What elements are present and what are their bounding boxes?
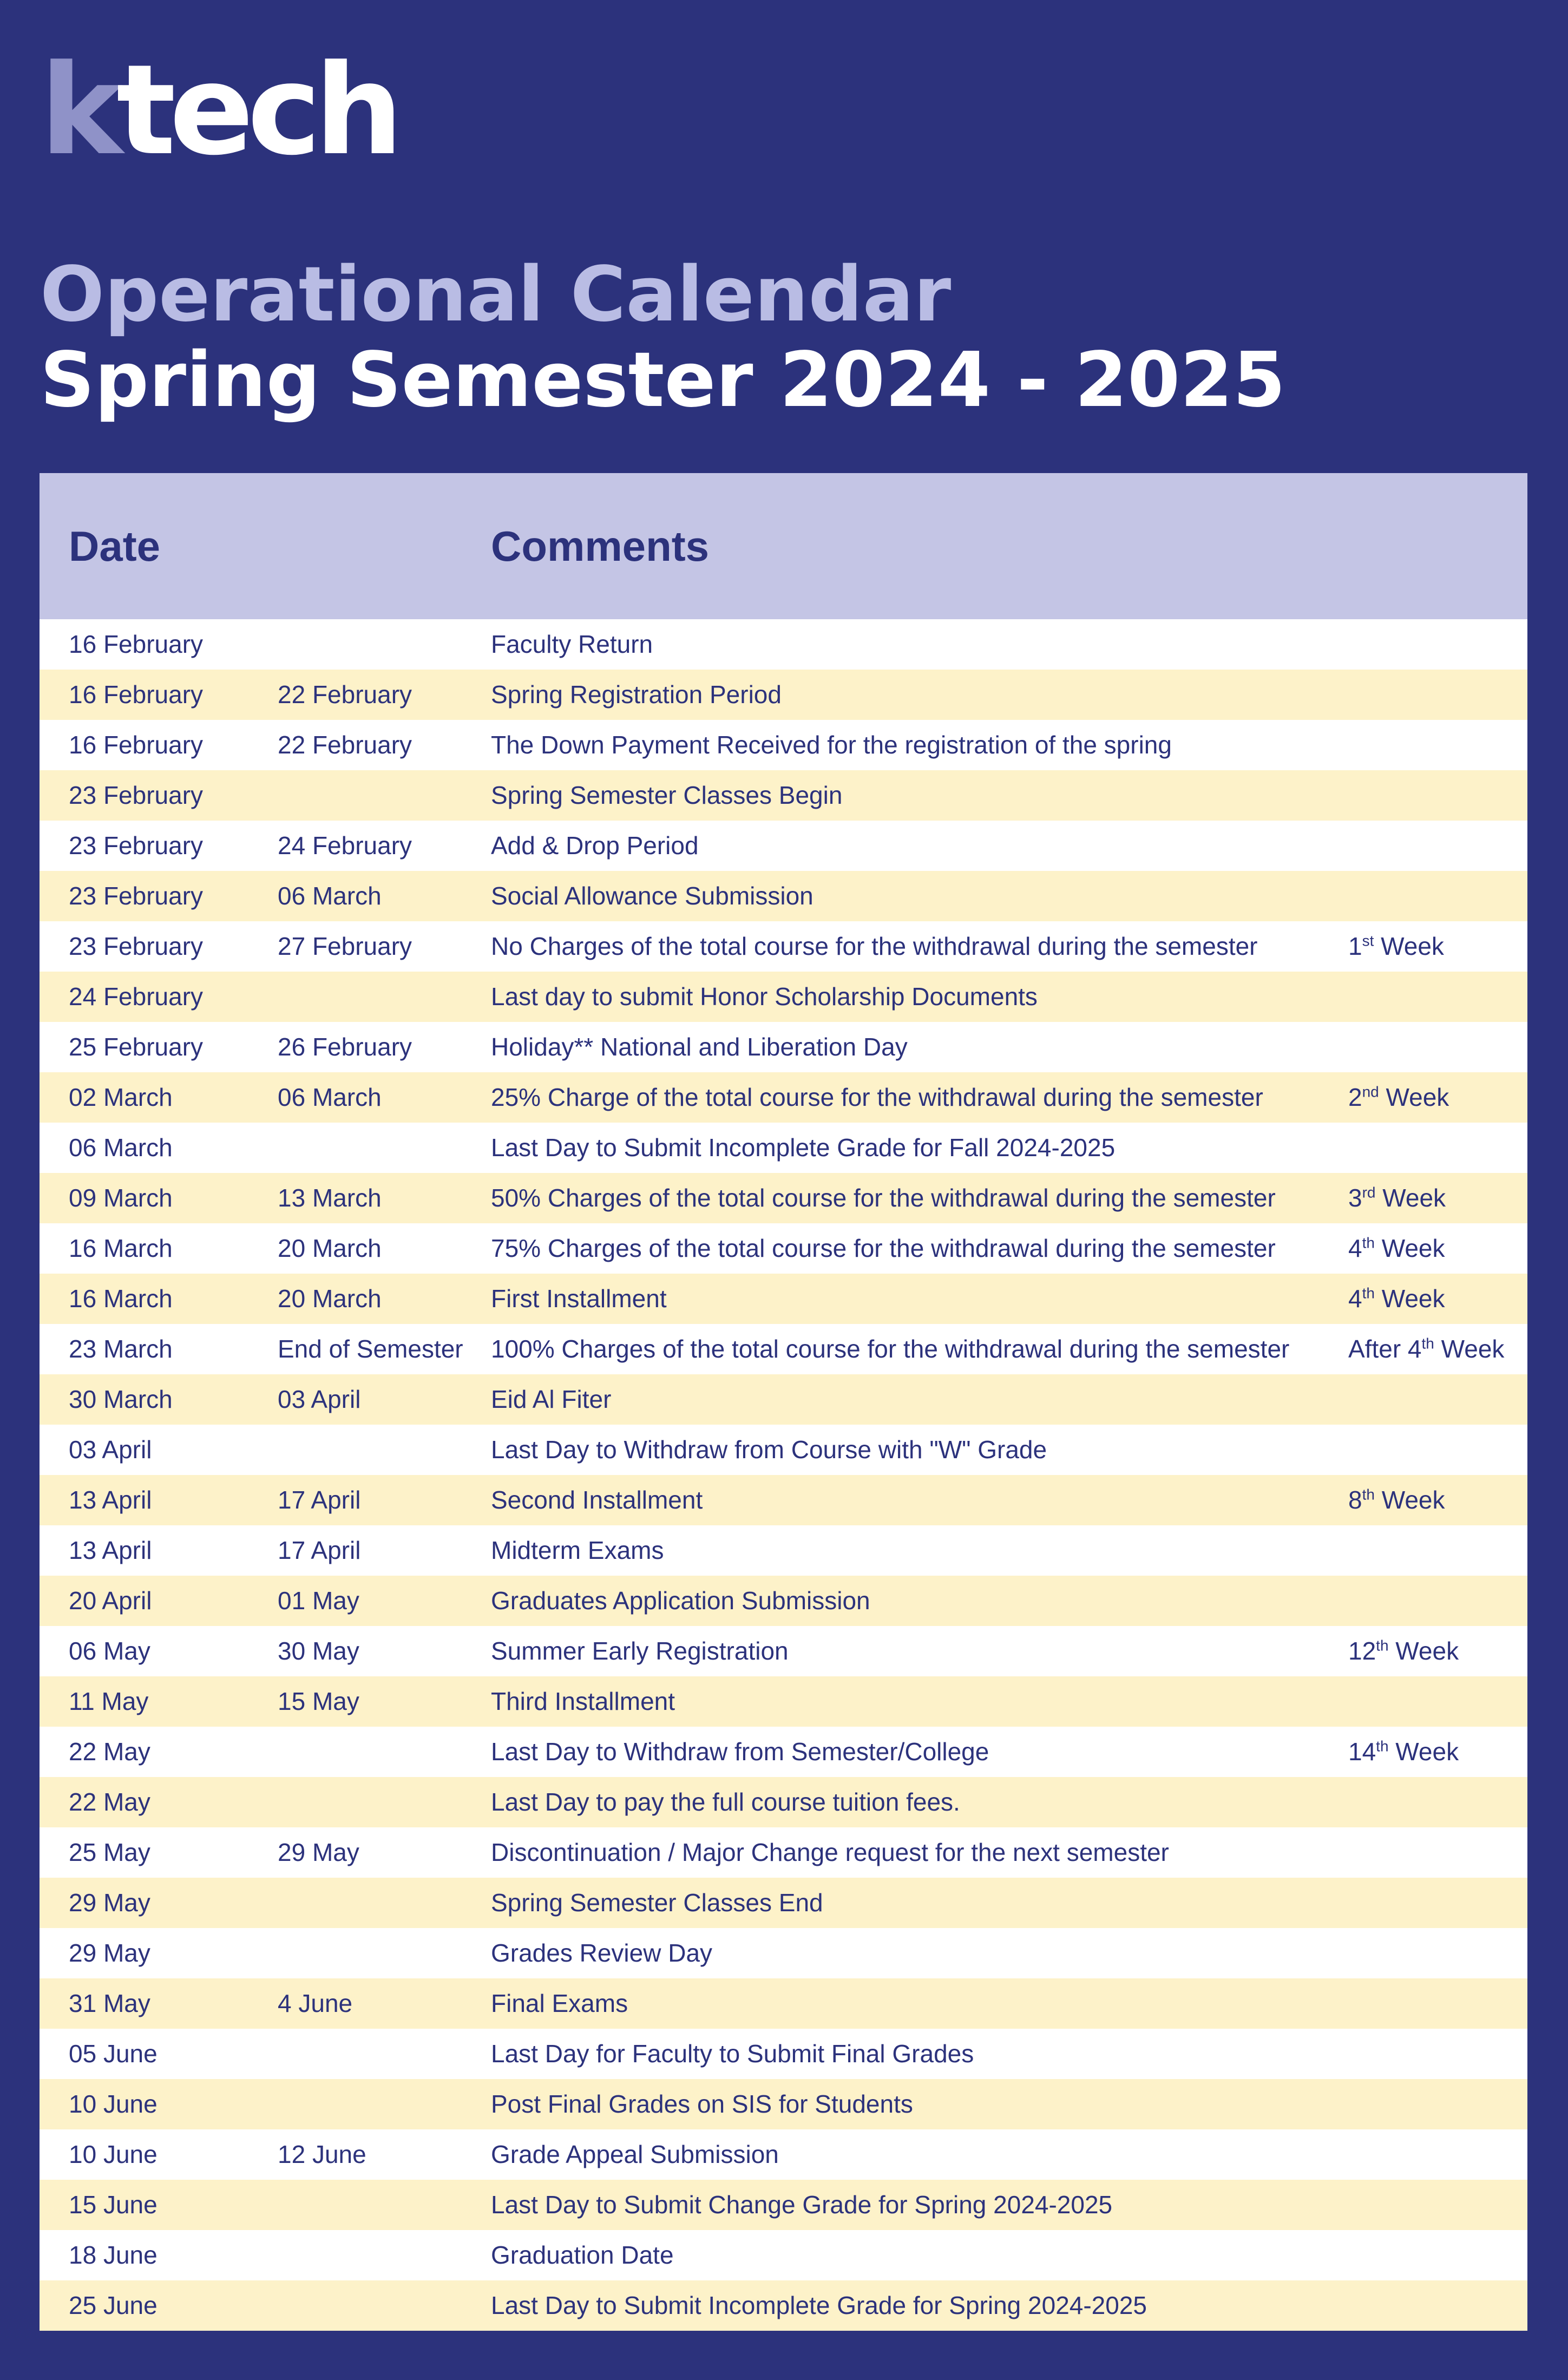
comment: Last Day to Submit Incomplete Grade for Fall 2024-2025 xyxy=(491,1133,1116,1162)
comment: Last Day to pay the full course tuition fees. xyxy=(491,1788,960,1816)
table-row xyxy=(40,1374,1527,1425)
table-row xyxy=(40,670,1527,720)
comment: 25% Charge of the total course for the withdrawal during the semester xyxy=(491,1083,1263,1111)
week-label xyxy=(1348,1626,1527,1676)
end-date xyxy=(278,2180,489,2230)
table-row xyxy=(40,1173,1527,1223)
week-label xyxy=(1348,2180,1527,2230)
week-ordinal: st xyxy=(1362,932,1374,949)
table-row xyxy=(40,1525,1527,1576)
table-row xyxy=(40,1978,1527,2029)
table-row xyxy=(40,1576,1527,1626)
end-date: 26 February xyxy=(278,1033,412,1061)
table-row xyxy=(40,1878,1527,1928)
end-date: 17 April xyxy=(278,1486,361,1514)
week-label xyxy=(1348,921,1527,972)
end-date xyxy=(278,2079,489,2129)
start-date: 22 May xyxy=(69,1788,150,1816)
week-label xyxy=(1348,1676,1527,1727)
end-date xyxy=(278,1727,489,1777)
week-suffix: Week xyxy=(1379,1083,1449,1111)
start-date: 03 April xyxy=(69,1435,152,1464)
week-number: 12 xyxy=(1348,1637,1376,1665)
table-row xyxy=(40,2280,1527,2331)
end-date: 06 March xyxy=(278,882,382,910)
week-label xyxy=(1348,1727,1527,1777)
week-number: After 4 xyxy=(1348,1335,1422,1363)
start-date: 23 February xyxy=(69,831,204,860)
comment: The Down Payment Received for the registration of the spring xyxy=(491,731,1172,759)
week-number: 2 xyxy=(1348,1083,1362,1111)
start-date: 30 March xyxy=(69,1385,173,1413)
table-row xyxy=(40,1777,1527,1827)
logo-tech: tech xyxy=(116,38,397,183)
end-date: 06 March xyxy=(278,1083,382,1111)
start-date: 11 May xyxy=(69,1687,149,1715)
week-label xyxy=(1348,1173,1527,1223)
comment: Grades Review Day xyxy=(491,1939,713,1967)
table-row xyxy=(40,1626,1527,1676)
start-date: 16 March xyxy=(69,1284,173,1313)
end-date: 17 April xyxy=(278,1536,361,1564)
table-row xyxy=(40,821,1527,871)
comment: 100% Charges of the total course for the withdrawal during the semester xyxy=(491,1335,1290,1363)
comment: Post Final Grades on SIS for Students xyxy=(491,2090,913,2118)
week-ordinal: th xyxy=(1362,1234,1375,1251)
end-date xyxy=(278,770,489,821)
table-row xyxy=(40,972,1527,1022)
week-label xyxy=(1348,1223,1527,1274)
start-date: 16 March xyxy=(69,1234,173,1262)
comment: 75% Charges of the total course for the withdrawal during the semester xyxy=(491,1234,1276,1262)
header-comments: Comments xyxy=(491,522,710,570)
table-row xyxy=(40,1274,1527,1324)
week-number: 4 xyxy=(1348,1234,1362,1262)
end-date: 27 February xyxy=(278,932,412,960)
week-label xyxy=(1348,2079,1527,2129)
week-number: 8 xyxy=(1348,1486,1362,1514)
start-date: 25 February xyxy=(69,1033,204,1061)
week-suffix: Week xyxy=(1374,1284,1445,1313)
end-date xyxy=(278,1928,489,1978)
comment: Holiday** National and Liberation Day xyxy=(491,1033,908,1061)
table-row xyxy=(40,2230,1527,2280)
table-row xyxy=(40,1928,1527,1978)
week-label xyxy=(1348,1475,1527,1525)
start-date: 05 June xyxy=(69,2040,158,2068)
comment: Last day to submit Honor Scholarship Documents xyxy=(491,982,1038,1011)
table-body xyxy=(40,619,1527,2331)
week-label xyxy=(1348,871,1527,921)
week-ordinal: th xyxy=(1421,1335,1434,1352)
start-date: 23 February xyxy=(69,781,204,809)
table-row xyxy=(40,871,1527,921)
header-date: Date xyxy=(69,522,161,570)
end-date xyxy=(278,1425,489,1475)
end-date: 03 April xyxy=(278,1385,361,1413)
table-row xyxy=(40,770,1527,821)
comment: Spring Semester Classes End xyxy=(491,1889,823,1917)
week-label xyxy=(1348,2129,1527,2180)
comment: Last Day for Faculty to Submit Final Grades xyxy=(491,2040,974,2068)
comment: Last Day to Submit Incomplete Grade for Spring 2024-2025 xyxy=(491,2291,1147,2319)
week-label xyxy=(1348,1425,1527,1475)
end-date xyxy=(278,1777,489,1827)
comment: First Installment xyxy=(491,1284,667,1313)
comment: Discontinuation / Major Change request for the next semester xyxy=(491,1838,1169,1866)
start-date: 10 June xyxy=(69,2090,158,2118)
week-number: 14 xyxy=(1348,1738,1376,1766)
week-label xyxy=(1348,821,1527,871)
end-date xyxy=(278,1878,489,1928)
start-date: 06 May xyxy=(69,1637,150,1665)
comment: Third Installment xyxy=(491,1687,675,1715)
table-row xyxy=(40,1072,1527,1123)
start-date: 13 April xyxy=(69,1486,152,1514)
calendar-table xyxy=(40,473,1527,2331)
comment: Faculty Return xyxy=(491,630,653,658)
start-date: 02 March xyxy=(69,1083,173,1111)
start-date: 25 June xyxy=(69,2291,158,2319)
end-date xyxy=(278,2029,489,2079)
week-suffix: Week xyxy=(1374,1486,1445,1514)
week-label xyxy=(1348,2029,1527,2079)
start-date: 16 February xyxy=(69,680,204,709)
start-date: 16 February xyxy=(69,630,204,658)
end-date: 15 May xyxy=(278,1687,359,1715)
comment: Last Day to Withdraw from Course with "W" Grade xyxy=(491,1435,1047,1464)
start-date: 18 June xyxy=(69,2241,158,2269)
end-date: 12 June xyxy=(278,2140,366,2168)
end-date xyxy=(278,1123,489,1173)
comment: Graduates Application Submission xyxy=(491,1586,870,1615)
week-label xyxy=(1348,1072,1527,1123)
week-label xyxy=(1348,720,1527,770)
table-row xyxy=(40,720,1527,770)
week-number: 3 xyxy=(1348,1184,1362,1212)
end-date: 22 February xyxy=(278,680,412,709)
end-date: 20 March xyxy=(278,1284,382,1313)
comment: No Charges of the total course for the withdrawal during the semester xyxy=(491,932,1258,960)
end-date: 22 February xyxy=(278,731,412,759)
week-suffix: Week xyxy=(1374,932,1444,960)
end-date: 13 March xyxy=(278,1184,382,1212)
week-ordinal: th xyxy=(1362,1284,1375,1302)
comment: Second Installment xyxy=(491,1486,703,1514)
comment: Graduation Date xyxy=(491,2241,674,2269)
start-date: 10 June xyxy=(69,2140,158,2168)
end-date: 01 May xyxy=(278,1586,359,1615)
week-ordinal: nd xyxy=(1362,1083,1379,1100)
end-date xyxy=(278,619,489,670)
end-date: 20 March xyxy=(278,1234,382,1262)
start-date: 09 March xyxy=(69,1184,173,1212)
comment: Midterm Exams xyxy=(491,1536,664,1564)
comment: Last Day to Withdraw from Semester/College xyxy=(491,1738,989,1766)
week-label xyxy=(1348,2280,1527,2331)
start-date: 23 February xyxy=(69,932,204,960)
table-header xyxy=(40,473,1527,619)
week-label xyxy=(1348,619,1527,670)
week-label xyxy=(1348,1978,1527,2029)
start-date: 23 February xyxy=(69,882,204,910)
week-suffix: Week xyxy=(1388,1637,1459,1665)
end-date: 24 February xyxy=(278,831,412,860)
table-row xyxy=(40,1475,1527,1525)
week-number: 4 xyxy=(1348,1284,1362,1313)
start-date: 31 May xyxy=(69,1989,150,2017)
start-date: 15 June xyxy=(69,2191,158,2219)
comment: 50% Charges of the total course for the withdrawal during the semester xyxy=(491,1184,1276,1212)
page-subtitle: Spring Semester 2024 - 2025 xyxy=(40,336,1286,424)
week-label xyxy=(1348,1374,1527,1425)
comment: Summer Early Registration xyxy=(491,1637,789,1665)
week-label xyxy=(1348,1878,1527,1928)
week-label xyxy=(1348,1274,1527,1324)
table-row xyxy=(40,2079,1527,2129)
week-ordinal: th xyxy=(1362,1486,1375,1503)
end-date: End of Semester xyxy=(278,1335,463,1363)
week-number: 1 xyxy=(1348,932,1362,960)
table-row xyxy=(40,1425,1527,1475)
week-suffix: Week xyxy=(1375,1184,1446,1212)
comment: Spring Registration Period xyxy=(491,680,782,709)
start-date: 13 April xyxy=(69,1536,152,1564)
end-date: 30 May xyxy=(278,1637,359,1665)
table-row xyxy=(40,2129,1527,2180)
table-row xyxy=(40,1827,1527,1878)
comment: Final Exams xyxy=(491,1989,628,2017)
table-row xyxy=(40,1324,1527,1374)
week-suffix: Week xyxy=(1434,1335,1505,1363)
start-date: 29 May xyxy=(69,1889,150,1917)
start-date: 16 February xyxy=(69,731,204,759)
end-date xyxy=(278,2280,489,2331)
week-label xyxy=(1348,1576,1527,1626)
week-label xyxy=(1348,1928,1527,1978)
week-label xyxy=(1348,972,1527,1022)
table-row xyxy=(40,619,1527,670)
start-date: 06 March xyxy=(69,1133,173,1162)
table-row xyxy=(40,921,1527,972)
comment: Eid Al Fiter xyxy=(491,1385,612,1413)
week-label xyxy=(1348,1777,1527,1827)
table-row xyxy=(40,2029,1527,2079)
comment: Add & Drop Period xyxy=(491,831,699,860)
start-date: 20 April xyxy=(69,1586,152,1615)
week-suffix: Week xyxy=(1388,1738,1459,1766)
table-row xyxy=(40,2180,1527,2230)
end-date: 4 June xyxy=(278,1989,353,2017)
comment: Last Day to Submit Change Grade for Spring 2024-2025 xyxy=(491,2191,1113,2219)
start-date: 25 May xyxy=(69,1838,150,1866)
start-date: 22 May xyxy=(69,1738,150,1766)
end-date: 29 May xyxy=(278,1838,359,1866)
start-date: 29 May xyxy=(69,1939,150,1967)
start-date: 24 February xyxy=(69,982,204,1011)
end-date xyxy=(278,2230,489,2280)
comment: Social Allowance Submission xyxy=(491,882,813,910)
week-label xyxy=(1348,1827,1527,1878)
page-title: Operational Calendar xyxy=(40,251,952,339)
week-ordinal: rd xyxy=(1362,1184,1376,1201)
table-row xyxy=(40,1022,1527,1072)
week-label xyxy=(1348,1324,1527,1374)
week-ordinal: th xyxy=(1376,1637,1389,1654)
comment: Grade Appeal Submission xyxy=(491,2140,779,2168)
logo-k: k xyxy=(40,38,116,183)
week-label xyxy=(1348,770,1527,821)
table-row xyxy=(40,1123,1527,1173)
week-ordinal: th xyxy=(1376,1738,1389,1755)
table-row xyxy=(40,1223,1527,1274)
table-row xyxy=(40,1727,1527,1777)
week-label xyxy=(1348,2230,1527,2280)
week-label xyxy=(1348,1525,1527,1576)
week-label xyxy=(1348,1022,1527,1072)
comment: Spring Semester Classes Begin xyxy=(491,781,843,809)
end-date xyxy=(278,972,489,1022)
table-row xyxy=(40,1676,1527,1727)
ktech-logo xyxy=(40,38,397,183)
week-suffix: Week xyxy=(1374,1234,1445,1262)
week-label xyxy=(1348,670,1527,720)
start-date: 23 March xyxy=(69,1335,173,1363)
week-label xyxy=(1348,1123,1527,1173)
